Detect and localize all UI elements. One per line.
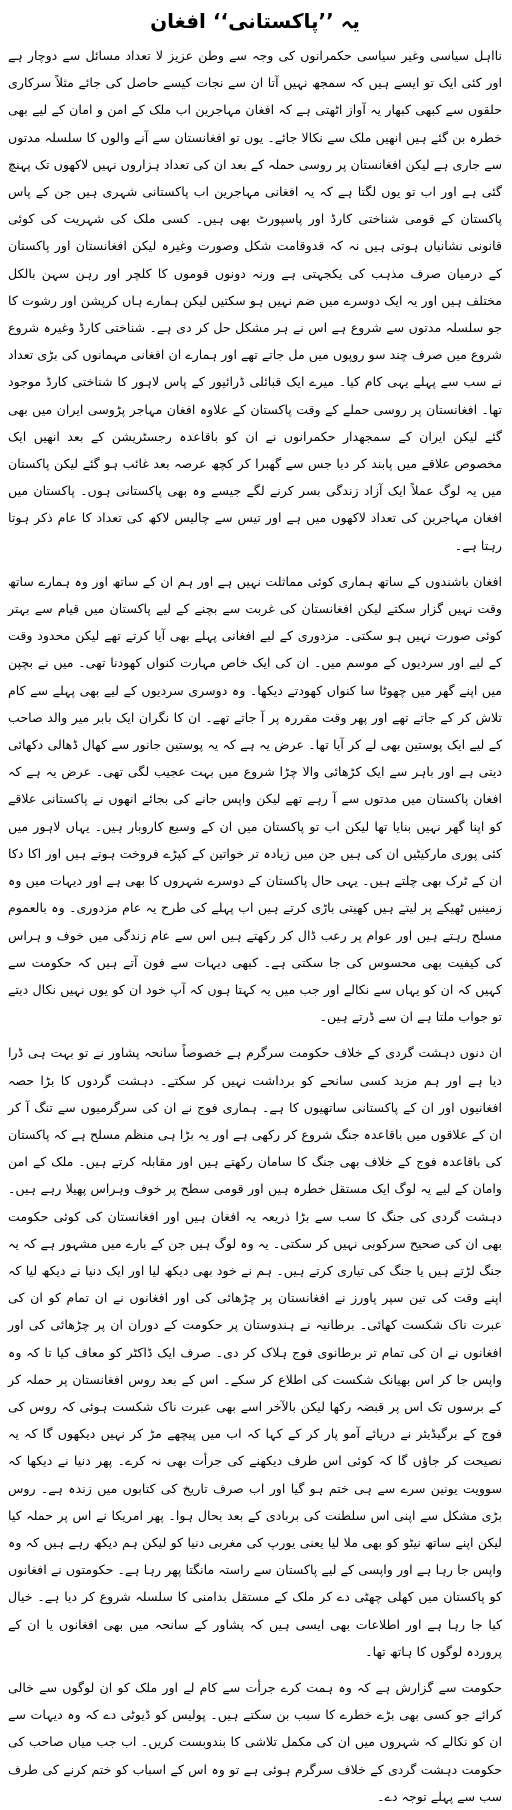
article-paragraph-2: افغان باشندوں کے ساتھ ہماری کوئی مماثلت نہیں ہے اور ہم ان کے ساتھ اور وہ ہمارے ساتھ وقت نہیں گزار سکتے لیکن افغانستان کی غربت سے بچنے کے لیے پاکستان میں قیام سے بہتر کوئی صورت نہیں ہو سکتی۔ مزدوری کے لیے افغانی پہلے بھی آیا کرتے تھے لیکن محدود وقت کے لیے اور سردیوں کے موسم میں۔ ان کی ایک خاص مہارت کنواں کھودنا تھی۔ میں نے بچپن میں اپنے گھر میں چھوٹا سا کنواں کھودتے دیکھا۔ وہ دوسری سردیوں کے لیے بھی پہلے سے کام تلاش کر کے جاتے تھے اور پھر وقت مقررہ پر آ جاتے تھے۔ ان کا نگران ایک بابر میر والد صاحب کے لیے ایک پوستین بھی لے کر آیا تھا۔ عرض یہ ہے کہ یہ پوستین جانور سے کھال ڈھالی دکھائی دیتی ہے اور باہر سے ایک کڑھائی والا چڑا شروع میں بہت عجیب لگی تھی۔ عرض یہ ہے کہ افغان پاکستان میں مدتوں سے آ رہے تھے لیکن واپس جانے کی بجائے انھوں نے پاکستانی علاقے کو اپنا گھر نہیں بنایا تھا لیکن اب تو پاکستان میں ان کے وسیع کاروبار ہیں۔ یہاں لاہور میں کئی پوری مارکیٹیں ان کی ہیں جن میں زیادہ تر خواتین کے کپڑے فروخت ہوتے ہیں اور اکا دکا ان کے ٹرک بھی چلتے ہیں۔ یہی حال پاکستان کے دوسرے شہروں کا بھی ہے اور دیہات میں وہ زمینیں ٹھیکے پر لیتے ہیں کھیتی باڑی کرتے ہیں اب پہلے کی طرح یہ عام مزدوری۔ وہ بالعموم مسلح رہتے ہیں اور عوام پر رعب ڈال کر رکھتے ہیں اس سے عام زندگی میں خوف و ہراس کی کیفیت بھی محسوس کی جا سکتی ہے۔ کبھی دیہات سے فون آتے ہیں کہ حکومت سے کہیں کہ ان کو یہاں سے نکالے اور جب میں یہ کہتا ہوں کہ آپ خود ان کو یوں نہیں نکال دیتے تو جواب ملتا ہے ان سے ڈرتے ہیں۔ [8, 573, 502, 1025]
article-paragraph-3: ان دنوں دہشت گردی کے خلاف حکومت سرگرم ہے خصوصاً سانحہ پشاور نے تو بہت ہی ڈرا دیا ہے اور ہم مزید کسی سانحے کو برداشت نہیں کر سکتے۔ دہشت گردوں کا بڑا حصہ افغانیوں اور ان کے پاکستانی ساتھیوں کا ہے۔ ہماری فوج نے ان کی سرگرمیوں سے تنگ آ کر ان کے علاقوں میں باقاعدہ جنگ شروع کر رکھی ہے اور یہ بڑا ہی منظم مسلح ہے کہ پاکستان کی باقاعدہ فوج کے خلاف بھی جنگ کا سامان رکھتے ہیں اور مقابلہ کرتے ہیں۔ ملک کے امن وامان کے لیے یہ لوگ ایک مستقل خطرہ ہیں اور قومی سطح پر خوف وہراس پھیلا رہے ہیں۔ دہشت گردی کی جنگ کا سب سے بڑا ذریعہ یہ افغان ہیں اور افغانستان کی کوئی حکومت بھی ان کی صحیح سرکوبی نہیں کر سکتی۔ یہ وہ لوگ ہیں جن کے بارے میں مشہور ہے کہ یہ جنگ لڑتے ہیں یا جنگ کی تیاری کرتے ہیں۔ ہم نے خود بھی دیکھ لیا اور ایک دنیا نے دیکھ لیا کہ اپنے وقت کی تین سپر پاورز نے افغانستان پر چڑھائی کی اور افغانوں نے ان تمام کو ان کی عبرت ناک شکست کھائی۔ برطانیہ نے ہندوستان پر حکومت کے دوران ان پر چڑھائی کی اور افغانوں نے ان کی تمام تر برطانوی فوج ہلاک کر دی۔ صرف ایک ڈاکٹر کو معاف کیا تا کہ وہ واپس جا کر اس بھیانک شکست کی اطلاع کر سکے۔ اس کے بعد روس افغانستان پر حملہ کر کے برسوں تک اس پر قبضہ رکھا لیکن بالآخر اسے بھی عبرت ناک شکست ہوئی کہ روس کی فوج کے برگیڈیئر نے دریائے آمو پار کر کے کہا کہ اب میں پیچھے مڑ کر نہیں دیکھوں گا کہ یہ نصیحت کر جاؤں گا کہ کوئی اس طرف دیکھنے کی جرأت بھی نہ کرے۔ پھر دنیا نے دیکھا کہ سوویت یونین سرے سے ہی ختم ہو گیا اور اب صرف تاریخ کی کتابوں میں زندہ ہے۔ روس بڑی مشکل سے اپنی اس سلطنت کی بربادی کے بعد بحال ہوا۔ پھر امریکا نے اس پر حملہ کیا لیکن اپنے ساتھ نیٹو کو بھی ملا لیا یعنی یورپ کی مغربی دنیا کو لیکن ہم دیکھ رہے ہیں کہ وہ واپس جا رہا ہے اور واپسی کے لیے پاکستان سے راستہ مانگتا پھر رہا ہے۔ حکومتوں نے افغانوں کو پاکستان میں کھلی چھٹی دے کر ملک کے مستقل بدامنی کا سلسلہ شروع کر دیا ہے۔ خیال کیا جا رہا ہے اور اطلاعات بھی ایسی ہیں کہ پشاور کے سانحہ میں بھی افغانوں یا ان کے پروردہ لوگوں کا ہاتھ تھا۔ [8, 1045, 502, 1659]
article-paragraph-1: نااہل سیاسی وغیر سیاسی حکمرانوں کی وجہ سے وطن عزیز لا تعداد مسائل سے دوچار ہے اور کئی ایک تو ایسے ہیں کہ سمجھ نہیں آتا ان سے نجات کیسے حاصل کی جائے مثلاً سرکاری حلقوں سے کبھی کبھار یہ آواز اٹھتی ہے کہ افغان مہاجرین اب ملک کے امن و امان کے لیے بھی خطرہ بن گئے ہیں انھیں ملک سے نکالا جائے۔ یوں تو افغانستان سے آنے والوں کا سلسلہ مدتوں سے جاری ہے لیکن افغانستان پر روسی حملہ کے بعد ان کی تعداد ہزاروں نہیں لاکھوں تک پہنچ گئی ہے اور اب تو یوں لگتا ہے کہ یہ افغانی مہاجرین اب پاکستانی شہری ہیں جن کے پاس پاکستان کے قومی شناختی کارڈ اور پاسپورٹ بھی ہیں۔ کسی ملک کی شہریت کی کوئی قانونی نشانیاں ہوتی ہیں نہ کہ قدوقامت شکل وصورت وغیرہ لیکن افغانستان اور پاکستان کے درمیان صرف مذہب کی یکجہتی ہے ورنہ دونوں قوموں کا کلچر اور رہن سہن بالکل مختلف ہیں اور یہ ایک دوسرے میں ضم نہیں ہو سکتیں لیکن ہمارے ہاں کرپشن اور رشوت کا جو سلسلہ مدتوں سے شروع ہے اس نے ہر مشکل حل کر دی ہے۔ شناختی کارڈ وغیرہ شروع شروع میں صرف چند سو روپوں میں مل جاتے تھے اور ہمارے ان افغانی مہمانوں کی بڑی تعداد نے سب سے پہلے یہی کام کیا۔ میرے ایک قبائلی ڈرائیور کے پاس لاہور کا شناختی کارڈ موجود تھا۔ افغانستان پر روسی حملے کے وقت پاکستان کے علاوہ افغان مہاجر پڑوسی ایران میں بھی گئے لیکن ایران کے سمجھدار حکمرانوں نے ان کو باقاعدہ رجسٹریشن کے بعد انھیں ایک مخصوص علاقے میں پابند کر دیا جس سے گھبرا کر کچھ عرصہ بعد غائب ہو گئے لیکن پاکستان میں یہ لوگ عملاً ایک آزاد زندگی بسر کرنے لگے جیسے وہ بھی پاکستانی ہوں۔ پاکستان میں افغان مہاجرین کی تعداد لاکھوں میں ہے اور تیس سے چالیس لاکھ کی تعداد کا عام ذکر ہوتا رہتا ہے۔ [8, 48, 502, 553]
article-paragraph-4: حکومت سے گزارش ہے کہ وہ ہمت کرے جرأت سے کام لے اور ملک کو ان لوگوں سے خالی کرائے جو کسی بھی بڑے خطرے کا سبب بن سکتے ہیں۔ پولیس کو ڈیوٹی دے کہ وہ دیہات سے ان کو نکالے کہ شہروں میں ان کی مکمل تلاشی کا بندوبست کریں۔ اب جب میاں صاحب کی حکومت دہشت گردی کے خلاف سرگرم ہوئی ہے تو وہ اس کے اسباب کو ختم کرنے کی طرف سب سے پہلے توجہ دے۔ [8, 1679, 502, 1804]
article-headline: یہ ’’پاکستانی‘‘ افغان [150, 9, 360, 33]
